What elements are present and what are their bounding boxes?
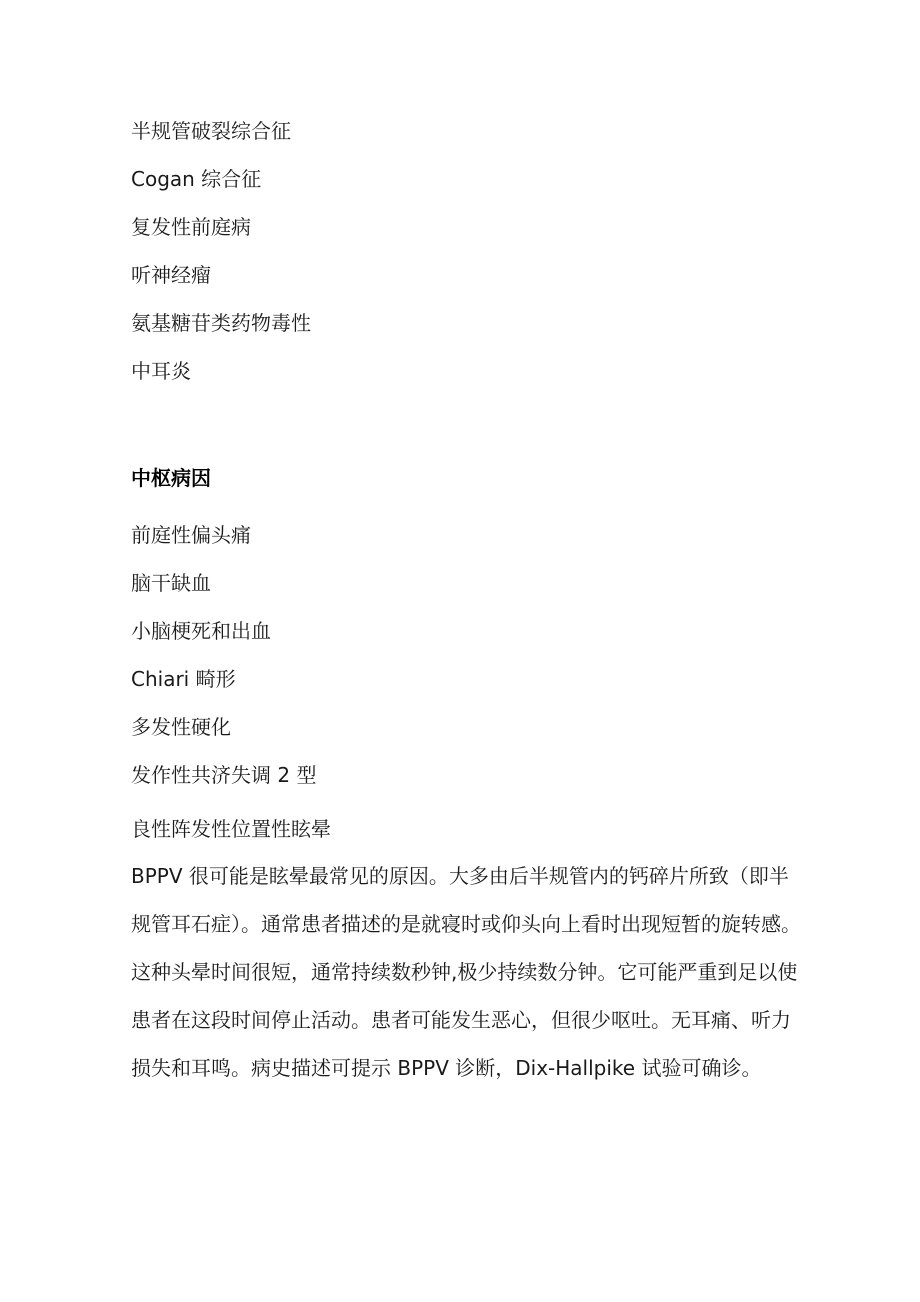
list-item: 复发性前庭病 — [131, 215, 251, 239]
bppv-paragraph — [131, 862, 801, 1102]
list-item: 中耳炎 — [131, 359, 191, 383]
paragraph-line: 这种头晕时间很短，通常持续数秒钟,极少持续数分钟。它可能严重到足以使 — [131, 960, 798, 984]
section-title-bppv: 良性阵发性位置性眩晕 — [131, 817, 331, 841]
list-item: 多发性硬化 — [131, 715, 231, 739]
list-item: 半规管破裂综合征 — [131, 119, 291, 143]
list-item: Chiari 畸形 — [131, 667, 236, 691]
paragraph-line: 损失和耳鸣。病史描述可提示 BPPV 诊断，Dix-Hallpike 试验可确诊。 — [131, 1056, 762, 1080]
list-item: 脑干缺血 — [131, 571, 211, 595]
list-item: 前庭性偏头痛 — [131, 523, 251, 547]
paragraph-line: 规管耳石症）。通常患者描述的是就寝时或仰头向上看时出现短暂的旋转感。 — [131, 912, 801, 936]
paragraph-line: BPPV 很可能是眩晕最常见的原因。大多由后半规管内的钙碎片所致（即半 — [131, 864, 789, 888]
list-item: 听神经瘤 — [131, 263, 211, 287]
section-heading-central: 中枢病因 — [131, 466, 211, 490]
list-item: 小脑梗死和出血 — [131, 619, 271, 643]
list-item: Cogan 综合征 — [131, 167, 262, 191]
paragraph-line: 患者在这段时间停止活动。患者可能发生恶心，但很少呕吐。无耳痛、听力 — [131, 1008, 791, 1032]
list-item: 发作性共济失调 2 型 — [131, 763, 317, 787]
list-item: 氨基糖苷类药物毒性 — [131, 311, 311, 335]
